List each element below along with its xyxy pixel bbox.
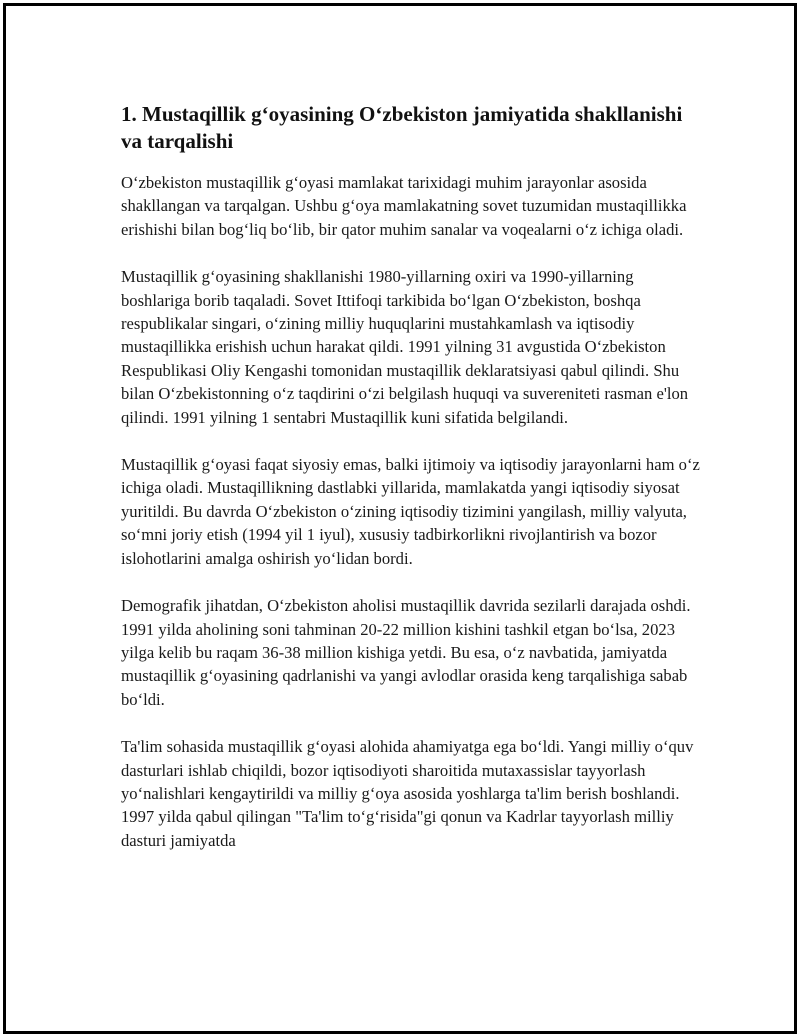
- document-body: [121, 101, 701, 876]
- paragraph-1: O‘zbekiston mustaqillik g‘oyasi mamlakat tarixidagi muhim jarayonlar asosida shakllangan va tarqalgan. Ushbu g‘oya mamlakatning sovet tuzumidan mustaqillikka erishishi bilan bog‘liq bo‘lib, bir qator muhim sanalar va voqealarni o‘z ichiga oladi.: [121, 173, 687, 239]
- paragraph-5: Ta'lim sohasida mustaqillik g‘oyasi alohida ahamiyatga ega bo‘ldi. Yangi milliy o‘quv dasturlari ishlab chiqildi, bozor iqtisodiyoti sharoitida mutaxassislar tayyorlash yo‘nalishlari kengaytirildi va milliy g‘oya asosida yoshlarga ta'lim berish boshlandi. 1997 yilda qabul qilingan "Ta'lim to‘g‘risida"gi qonun va Kadrlar tayyorlash milliy dasturi jamiyatda: [121, 737, 694, 850]
- page-frame: [3, 3, 797, 1034]
- paragraph-3: Mustaqillik g‘oyasi faqat siyosiy emas, balki ijtimoiy va iqtisodiy jarayonlarni ham o‘z ichiga oladi. Mustaqillikning dastlabki yillarida, mamlakatda yangi iqtisodiy siyosat yuritildi. Bu davrda O‘zbekiston o‘zining iqtisodiy tizimini yangilash, milliy valyuta, so‘mni joriy etish (1994 yil 1 iyul), xususiy tadbirkorlikni rivojlantirish va bozor islohotlarini amalga oshirish yo‘lidan bordi.: [121, 455, 700, 568]
- paragraph-4: Demografik jihatdan, O‘zbekiston aholisi mustaqillik davrida sezilarli darajada oshdi. 1991 yilda aholining soni tahminan 20-22 million kishini tashkil etgan bo‘lsa, 2023 yilga kelib bu raqam 36-38 million kishiga yetdi. Bu esa, o‘z navbatida, jamiyatda mustaqillik g‘oyasining qadrlanishi va yangi avlodlar orasida keng tarqalishiga sabab bo‘ldi.: [121, 596, 691, 709]
- section-heading: 1. Mustaqillik g‘oyasining O‘zbekiston jamiyatida shakllanishi va tarqalishi: [121, 102, 683, 153]
- paragraph-2: Mustaqillik g‘oyasining shakllanishi 1980-yillarning oxiri va 1990-yillarning boshlariga borib taqaladi. Sovet Ittifoqi tarkibida bo‘lgan O‘zbekiston, boshqa respublikalar singari, o‘zining milliy huquqlarini mustahkamlash va iqtisodiy mustaqillikka erishish uchun harakat qildi. 1991 yilning 31 avgustida O‘zbekiston Respublikasi Oliy Kengashi tomonidan mustaqillik deklaratsiyasi qabul qilindi. Shu bilan O‘zbekistonning o‘z taqdirini o‘zi belgilash huquqi va suvereniteti rasman e'lon qilindi. 1991 yilning 1 sentabri Mustaqillik kuni sifatida belgilandi.: [121, 267, 689, 427]
